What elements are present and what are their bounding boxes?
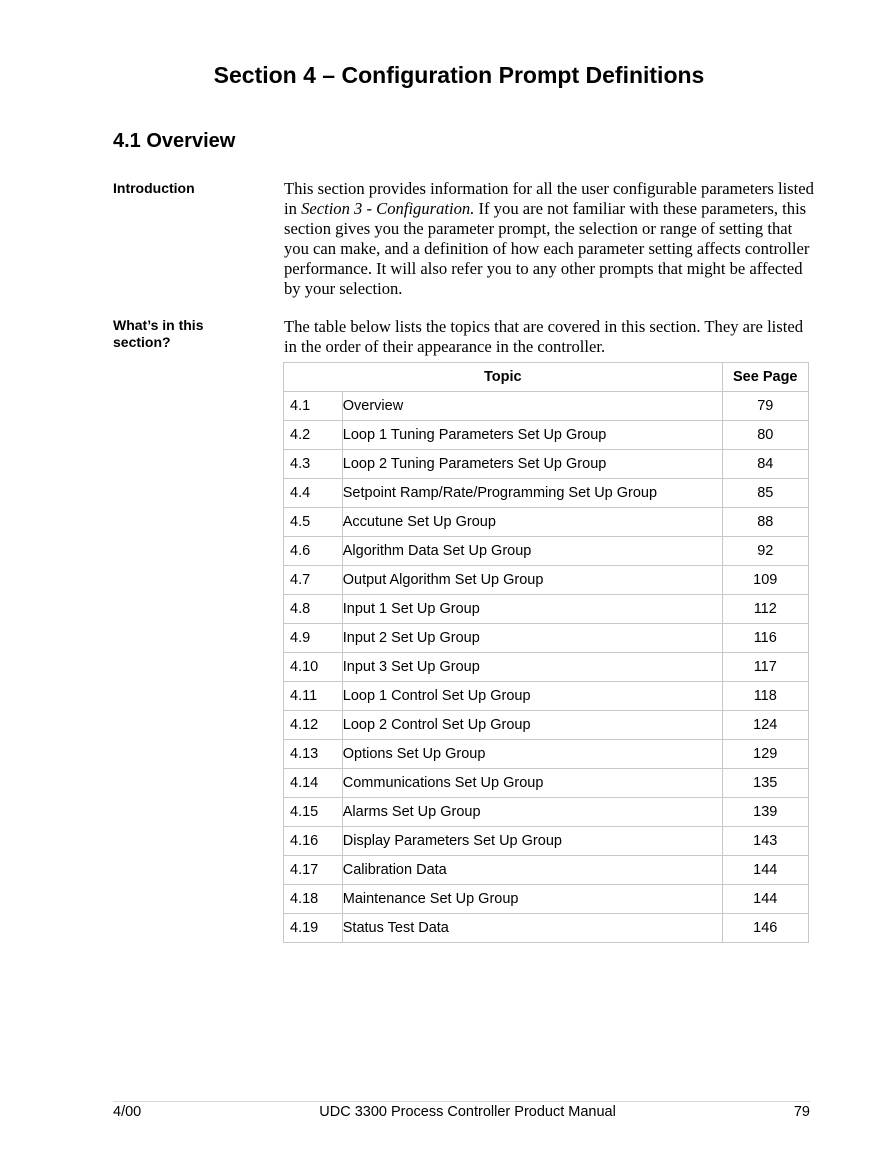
table-row — [284, 769, 809, 798]
topic-name-cell: Status Test Data — [342, 914, 722, 943]
table-row — [284, 885, 809, 914]
topic-number-cell: 4.18 — [284, 885, 343, 914]
see-page-cell: 118 — [722, 682, 808, 711]
topic-number-cell: 4.10 — [284, 653, 343, 682]
topic-number-cell: 4.1 — [284, 392, 343, 421]
topics-table — [283, 362, 809, 943]
see-page-cell: 146 — [722, 914, 808, 943]
introduction-label: Introduction — [113, 180, 195, 196]
topic-number-cell: 4.19 — [284, 914, 343, 943]
introduction-text-end: If you are not familiar with these parameters, this section gives you the parameter prompt, the selection or range of setting that you can make, and a definition of how each parameter setting affects controller performance. It will also refer you to any other prompts that might be affected by your selection. — [284, 199, 810, 298]
topic-number-cell: 4.2 — [284, 421, 343, 450]
see-page-cell: 129 — [722, 740, 808, 769]
topic-name-cell: Loop 1 Tuning Parameters Set Up Group — [342, 421, 722, 450]
see-page-cell: 124 — [722, 711, 808, 740]
topic-number-cell: 4.16 — [284, 827, 343, 856]
topic-name-cell: Algorithm Data Set Up Group — [342, 537, 722, 566]
table-row — [284, 740, 809, 769]
table-row — [284, 479, 809, 508]
see-page-cell: 80 — [722, 421, 808, 450]
introduction-text-start: This section provides information for all the user configurable parameters listed in — [284, 179, 814, 218]
footer — [113, 1104, 810, 1120]
topic-name-cell: Output Algorithm Set Up Group — [342, 566, 722, 595]
topic-number-cell: 4.15 — [284, 798, 343, 827]
topic-number-cell: 4.5 — [284, 508, 343, 537]
table-header-row — [284, 363, 809, 392]
table-row — [284, 537, 809, 566]
table-row — [284, 450, 809, 479]
table-row — [284, 392, 809, 421]
topic-number-cell: 4.8 — [284, 595, 343, 624]
topic-number-cell: 4.12 — [284, 711, 343, 740]
topic-number-cell: 4.6 — [284, 537, 343, 566]
topic-name-cell: Communications Set Up Group — [342, 769, 722, 798]
footer-divider — [113, 1101, 810, 1102]
see-page-cell: 79 — [722, 392, 808, 421]
topic-name-cell: Input 1 Set Up Group — [342, 595, 722, 624]
whats-in-text: The table below lists the topics that are covered in this section. They are listed in the order of their appearance in the controller. — [284, 317, 804, 356]
see-page-cell: 85 — [722, 479, 808, 508]
topic-name-cell: Alarms Set Up Group — [342, 798, 722, 827]
topic-name-cell: Loop 2 Tuning Parameters Set Up Group — [342, 450, 722, 479]
see-page-cell: 92 — [722, 537, 808, 566]
table-row — [284, 566, 809, 595]
topic-number-cell: 4.14 — [284, 769, 343, 798]
table-row — [284, 624, 809, 653]
see-page-cell: 88 — [722, 508, 808, 537]
topic-number-cell: 4.17 — [284, 856, 343, 885]
see-page-cell: 143 — [722, 827, 808, 856]
introduction-text — [284, 179, 814, 299]
topic-rows — [284, 392, 809, 943]
whats-in-label: What’s in this section? — [113, 317, 204, 350]
topic-number-cell: 4.4 — [284, 479, 343, 508]
topic-name-cell: Accutune Set Up Group — [342, 508, 722, 537]
topic-number-cell: 4.11 — [284, 682, 343, 711]
see-page-cell: 135 — [722, 769, 808, 798]
topic-number-cell: 4.7 — [284, 566, 343, 595]
table-row — [284, 914, 809, 943]
see-page-cell: 116 — [722, 624, 808, 653]
see-page-column-header: See Page — [722, 363, 808, 392]
table-row — [284, 856, 809, 885]
topic-name-cell: Display Parameters Set Up Group — [342, 827, 722, 856]
topic-name-cell: Overview — [342, 392, 722, 421]
table-row — [284, 595, 809, 624]
footer-manual-title: UDC 3300 Process Controller Product Manual — [319, 1104, 616, 1120]
topic-column-header: Topic — [284, 363, 723, 392]
table-row — [284, 798, 809, 827]
subsection-title: 4.1 Overview — [113, 130, 236, 152]
topic-name-cell: Loop 1 Control Set Up Group — [342, 682, 722, 711]
table-row — [284, 508, 809, 537]
section-title: Section 4 – Configuration Prompt Definitions — [213, 62, 705, 88]
topic-number-cell: 4.9 — [284, 624, 343, 653]
topic-name-cell: Setpoint Ramp/Rate/Programming Set Up Group — [342, 479, 722, 508]
topic-number-cell: 4.3 — [284, 450, 343, 479]
topic-name-cell: Input 2 Set Up Group — [342, 624, 722, 653]
topic-name-cell: Options Set Up Group — [342, 740, 722, 769]
topic-number-cell: 4.13 — [284, 740, 343, 769]
see-page-cell: 112 — [722, 595, 808, 624]
footer-date: 4/00 — [113, 1104, 142, 1120]
topic-name-cell: Input 3 Set Up Group — [342, 653, 722, 682]
table-row — [284, 827, 809, 856]
see-page-cell: 117 — [722, 653, 808, 682]
table-row — [284, 682, 809, 711]
see-page-cell: 109 — [722, 566, 808, 595]
table-row — [284, 711, 809, 740]
table-row — [284, 653, 809, 682]
topic-name-cell: Maintenance Set Up Group — [342, 885, 722, 914]
footer-page-number: 79 — [793, 1104, 810, 1120]
see-page-cell: 144 — [722, 885, 808, 914]
see-page-cell: 144 — [722, 856, 808, 885]
topic-name-cell: Loop 2 Control Set Up Group — [342, 711, 722, 740]
introduction-text-reference: Section 3 - Configuration. — [301, 199, 475, 218]
table-row — [284, 421, 809, 450]
topic-name-cell: Calibration Data — [342, 856, 722, 885]
see-page-cell: 139 — [722, 798, 808, 827]
see-page-cell: 84 — [722, 450, 808, 479]
